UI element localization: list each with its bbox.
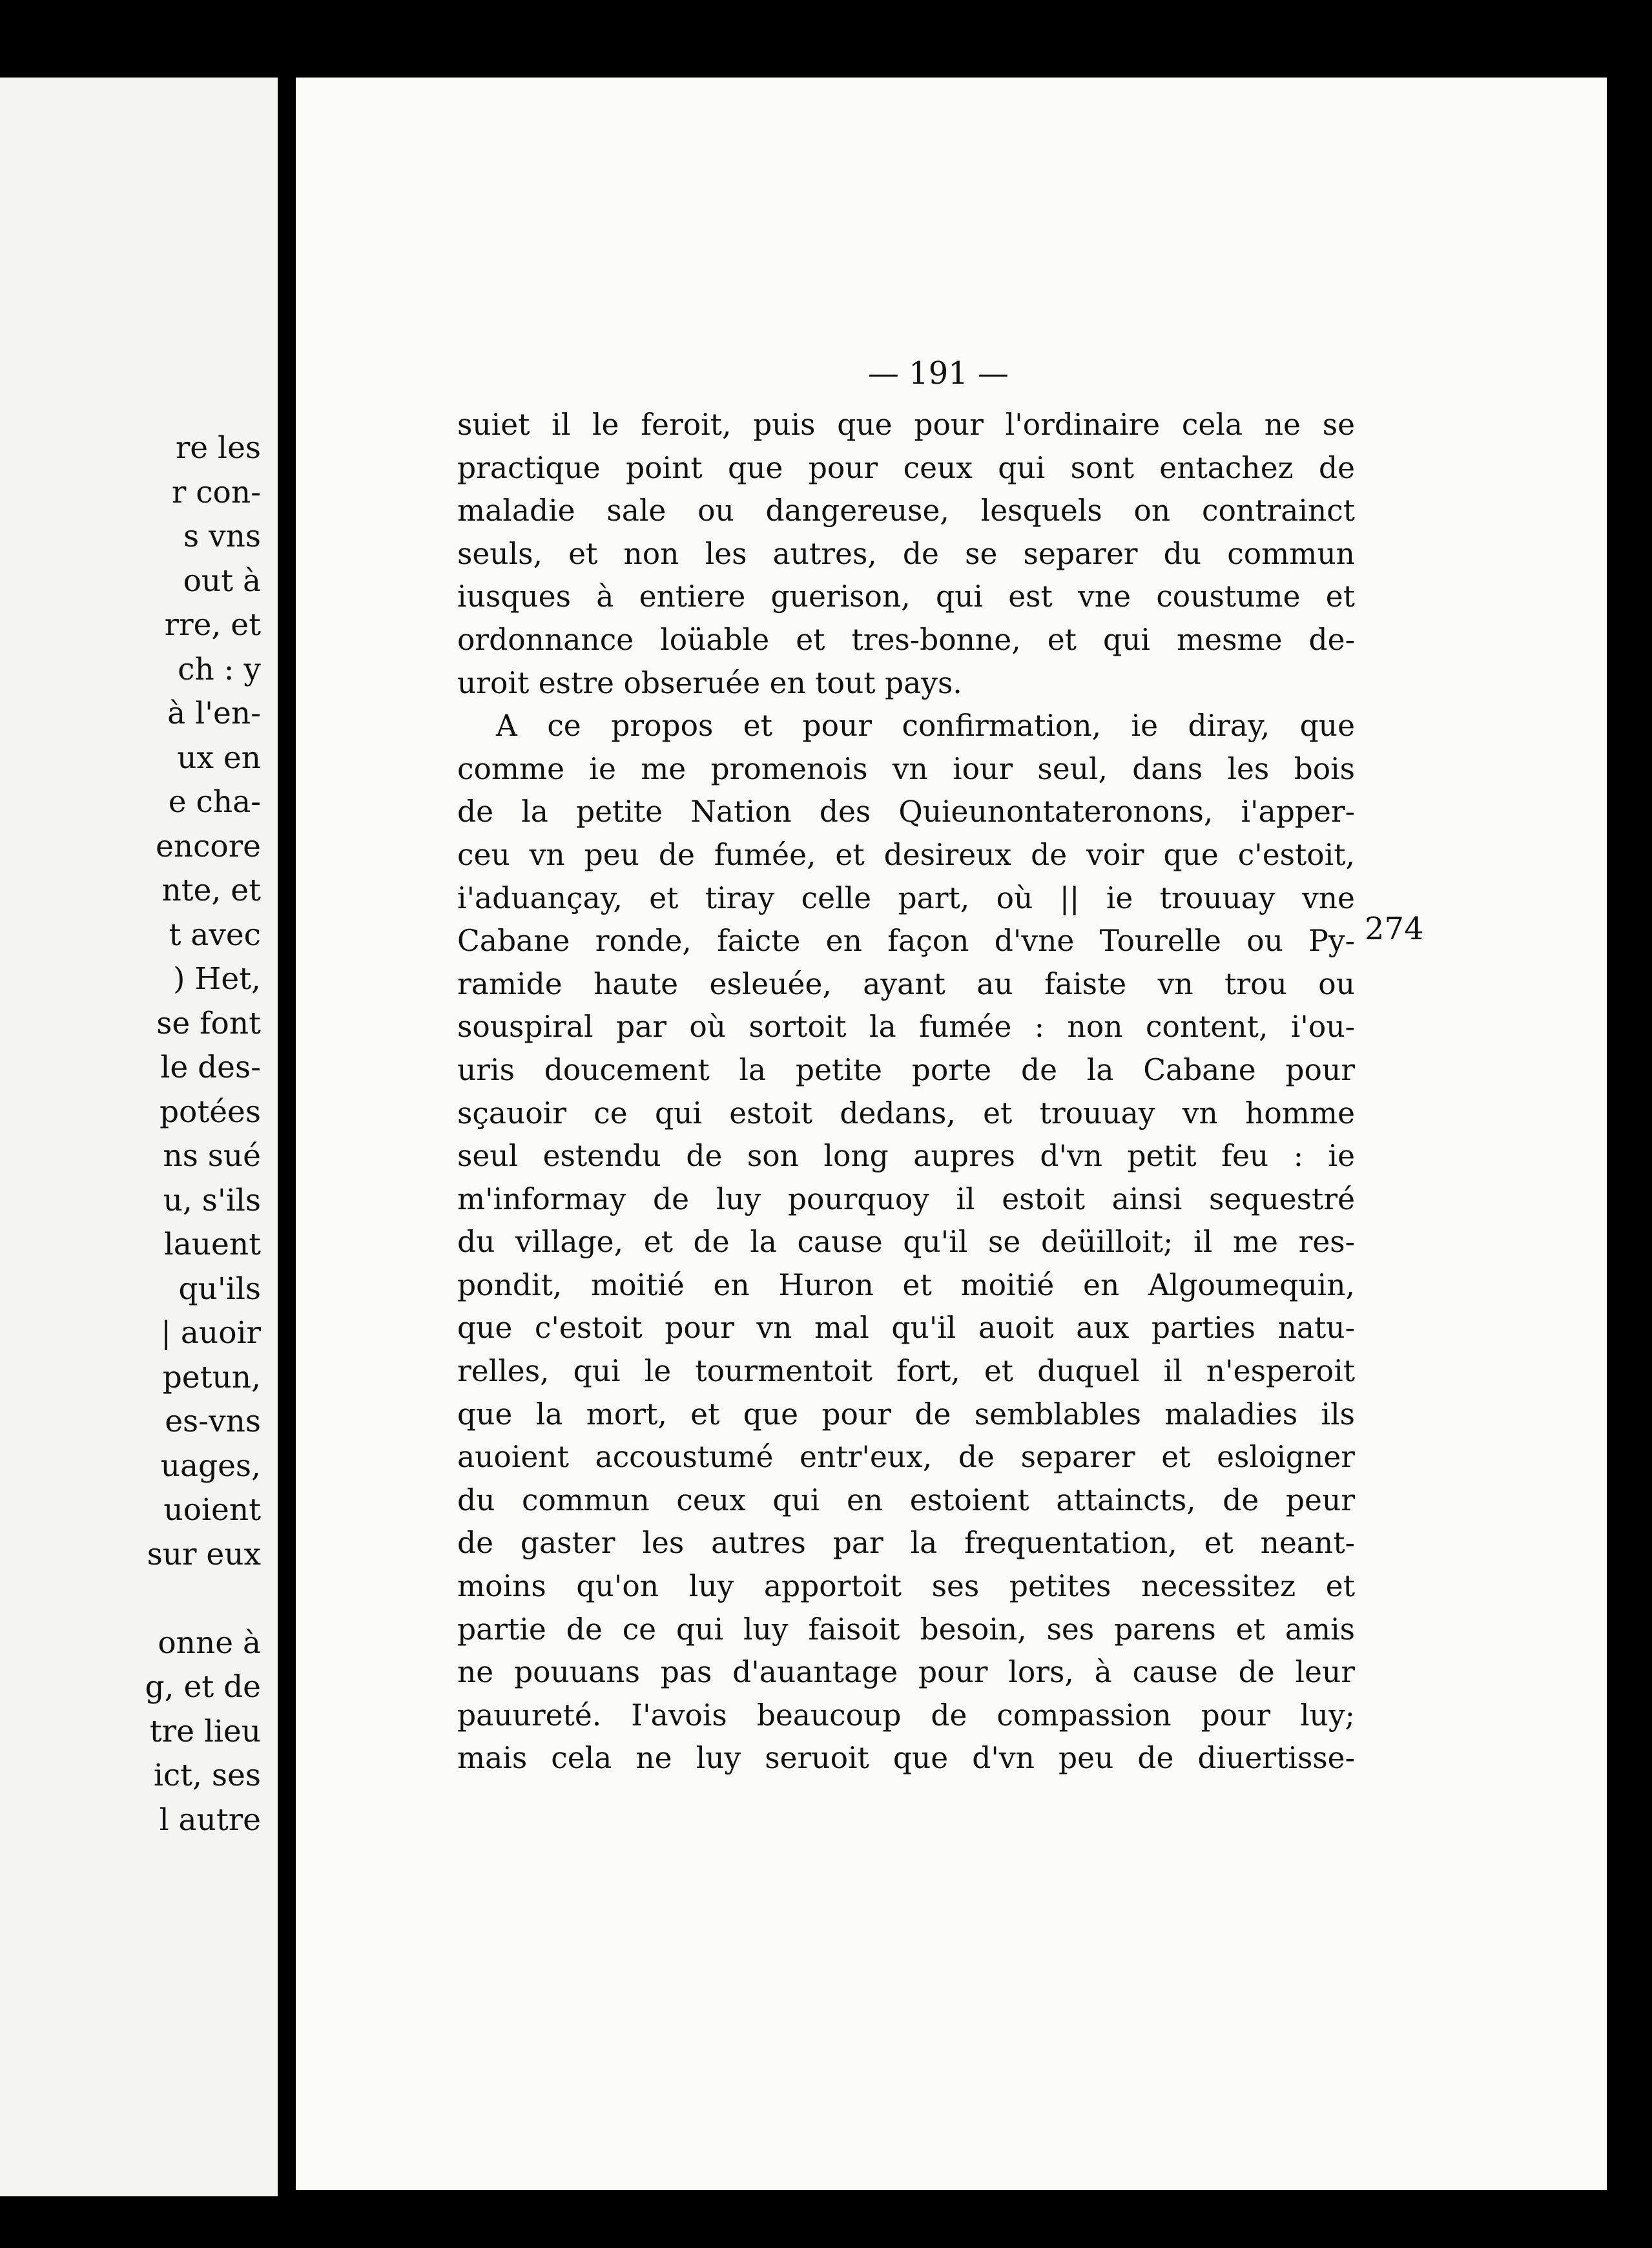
text-line: ch : y: [178, 651, 261, 687]
text-line: sur eux: [147, 1536, 261, 1572]
text-line: du village, et de la cause qu'il se deüilloit; il me res-: [457, 1225, 1355, 1260]
scan-border: [1607, 0, 1652, 2248]
text-line: | auoir: [161, 1315, 261, 1351]
text-line: auoient accoustumé entr'eux, de separer et esloigner: [457, 1440, 1355, 1475]
text-line: de la petite Nation des Quieunontateronons, i'apper-: [457, 795, 1355, 829]
text-line: uoient: [163, 1492, 261, 1528]
text-line: uris doucement la petite porte de la Cabane pour: [457, 1052, 1355, 1087]
text-line: seuls, et non les autres, de se separer du commun: [457, 536, 1355, 571]
text-line: mais cela ne luy seruoit que d'vn peu de diuertisse-: [457, 1741, 1355, 1776]
text-line: souspiral par où sortoit la fumée : non content, i'ou-: [457, 1010, 1355, 1045]
text-line: m'informay de luy pourquoy il estoit ainsi sequestré: [457, 1181, 1355, 1216]
text-line: s vns: [183, 519, 261, 554]
text-line: e cha-: [168, 784, 261, 820]
text-line: lauent: [163, 1227, 261, 1262]
text-line: encore: [156, 828, 261, 864]
text-line: es-vns: [165, 1404, 261, 1439]
text-line: potées: [159, 1094, 261, 1130]
text-line: suiet il le feroit, puis que pour l'ordinaire cela ne se: [457, 408, 1355, 442]
text-line: [145, 1577, 261, 1621]
text-line: seul estendu de son long aupres d'vn petit feu : ie: [457, 1139, 1355, 1174]
text-line: iusques à entiere guerison, qui est vne coustume et: [457, 579, 1355, 614]
text-line: i'aduançay, et tiray celle part, où || ie trouuay vne: [457, 880, 1355, 915]
text-line: ux en: [177, 740, 261, 776]
text-line: ramide haute esleuée, ayant au faiste vn trou ou: [457, 966, 1355, 1001]
text-line: ne pouuans pas d'auantage pour lors, à cause de leur: [457, 1655, 1355, 1690]
book-gutter: [278, 71, 296, 2203]
text-line: du commun ceux qui en estoient attaincts, de peur: [457, 1483, 1355, 1517]
text-line: moins qu'on luy apportoit ses petites necessitez et: [457, 1569, 1355, 1604]
text-line: sçauoir ce qui estoit dedans, et trouuay vn homme: [457, 1096, 1355, 1130]
left-page: [0, 78, 278, 2196]
text-line: pauureté. I'avois beaucoup de compassion pour luy;: [457, 1698, 1355, 1733]
text-line: pondit, moitié en Huron et moitié en Algoumequin,: [457, 1267, 1355, 1302]
text-line: à l'en-: [167, 696, 261, 731]
text-line: que la mort, et que pour de semblables maladies ils: [457, 1397, 1355, 1431]
text-line: ceu vn peu de fumée, et desireux de voir que c'estoit,: [457, 837, 1355, 872]
text-line: ict, ses: [153, 1758, 261, 1793]
text-line: ns sué: [163, 1138, 261, 1174]
text-line: le des-: [160, 1050, 261, 1085]
text-line: t avec: [169, 917, 261, 953]
text-line: onne à: [158, 1625, 261, 1661]
text-line: se font: [156, 1005, 261, 1041]
text-line: nte, et: [161, 873, 261, 908]
right-page: [296, 78, 1607, 2190]
text-line: comme ie me promenois vn iour seul, dans les bois: [457, 751, 1355, 786]
page-number: — 191 —: [867, 355, 1009, 391]
text-line: Cabane ronde, faicte en façon d'vne Tourelle ou Py-: [457, 924, 1355, 959]
text-line: A ce propos et pour confirmation, ie diray, que: [496, 709, 1355, 744]
text-line: re les: [175, 430, 261, 466]
text-line: rre, et: [164, 607, 261, 643]
text-line: maladie sale ou dangereuse, lesquels on contrainct: [457, 494, 1355, 528]
text-line: partie de ce qui luy faisoit besoin, ses parens et amis: [457, 1612, 1355, 1647]
text-line: ordonnance loüable et tres-bonne, et qui mesme de-: [457, 622, 1355, 657]
text-line: r con-: [171, 474, 261, 510]
body-text: [457, 404, 1355, 1780]
text-line: petun,: [162, 1359, 261, 1395]
text-line: tre lieu: [149, 1713, 261, 1749]
text-line: l autre: [159, 1802, 261, 1838]
text-line: ) Het,: [173, 961, 261, 997]
text-line: uages,: [160, 1448, 261, 1484]
text-line: que c'estoit pour vn mal qu'il auoit aux parties natu-: [457, 1311, 1355, 1346]
text-line: practique point que pour ceux qui sont entachez de: [457, 450, 1355, 485]
text-line: out à: [183, 563, 261, 599]
text-line: qu'ils: [178, 1271, 261, 1307]
text-line: de gaster les autres par la frequentation, et neant-: [457, 1526, 1355, 1561]
text-line: u, s'ils: [163, 1182, 261, 1218]
text-line: relles, qui le tourmentoit fort, et duquel il n'esperoit: [457, 1354, 1355, 1389]
left-page-text: [145, 426, 261, 1842]
text-line: uroit estre obseruée en tout pays.: [457, 665, 962, 700]
margin-page-reference: 274: [1365, 911, 1424, 947]
text-line: g, et de: [145, 1669, 261, 1705]
